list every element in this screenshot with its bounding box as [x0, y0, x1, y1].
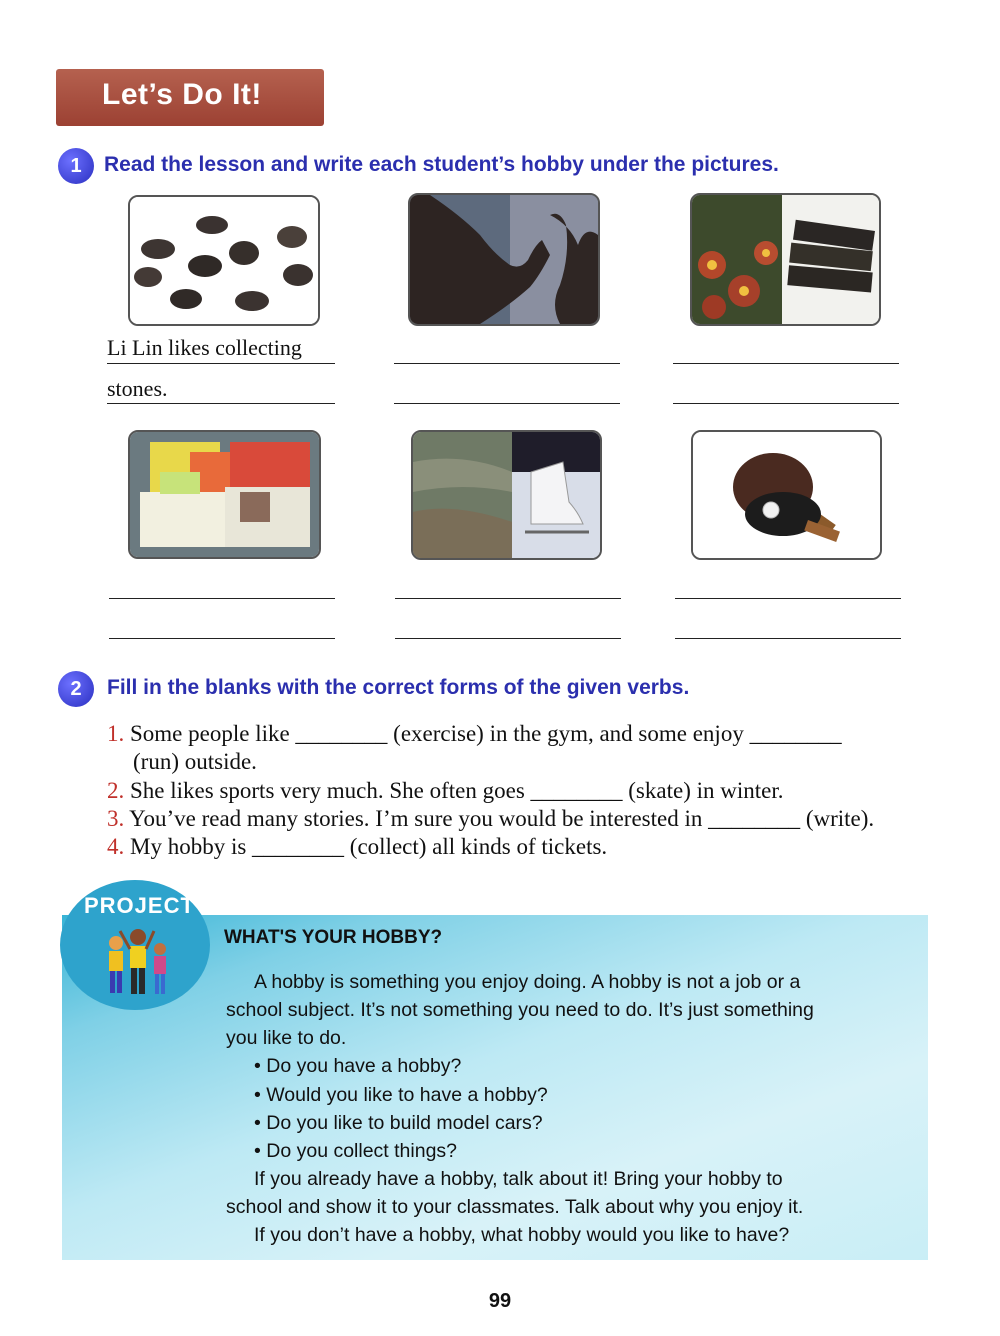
section-1-instruction: Read the lesson and write each student’s hobby under the pictures. — [104, 153, 779, 176]
silhouette-picture — [408, 193, 600, 326]
bullet-item: • Do you collect things? — [254, 1140, 458, 1162]
flowers-and-books-picture — [690, 193, 881, 326]
exercise-item-1-continued: (run) outside. — [133, 749, 257, 774]
exercise-item-2 — [107, 777, 783, 805]
bullet-item: • Would you like to have a hobby? — [254, 1084, 548, 1106]
bullet-text: Would you like to have a hobby? — [266, 1084, 548, 1106]
exercise-item-3 — [107, 805, 874, 833]
project-paragraph-2-line-1: If you already have a hobby, talk about it! Bring your hobby to — [254, 1168, 783, 1190]
exercise-text: She likes sports very much. She often goes ________ (skate) in winter. — [130, 778, 784, 803]
answer-line — [395, 638, 621, 639]
answer-line — [109, 598, 335, 599]
project-paragraph-1-line-1: A hobby is something you enjoy doing. A hobby is not a job or a — [254, 971, 801, 993]
bullet-item: • Do you like to build model cars? — [254, 1112, 543, 1134]
computer-screen-picture — [128, 430, 321, 559]
project-paragraph-2-line-2: school and show it to your classmates. Talk about why you enjoy it. — [226, 1196, 804, 1218]
answer-line — [673, 363, 899, 364]
project-paragraph-1-line-2: school subject. It’s not something you need to do. It’s just something — [226, 999, 814, 1021]
answer-line — [107, 363, 335, 364]
exercise-number: 3. — [107, 806, 125, 831]
ice-skating-picture — [411, 430, 602, 560]
section-1-number: 1 — [58, 148, 94, 184]
exercise-number: 4. — [107, 834, 125, 859]
bullet-text: Do you collect things? — [266, 1140, 458, 1162]
banner-title: Let’s Do It! — [102, 78, 262, 111]
bullet-text: Do you like to build model cars? — [266, 1112, 543, 1134]
project-paragraph-3: If you don’t have a hobby, what hobby would you like to have? — [254, 1224, 790, 1246]
answer-line — [675, 598, 901, 599]
answer-line — [107, 403, 335, 404]
exercise-text: My hobby is ________ (collect) all kinds of tickets. — [130, 834, 608, 859]
project-label: PROJECT — [84, 893, 195, 918]
kids-illustration — [96, 925, 176, 1000]
exercise-item-1 — [107, 720, 937, 748]
table-tennis-picture — [691, 430, 882, 560]
project-paragraph-1-line-3: you like to do. — [226, 1027, 347, 1049]
exercise-item-4 — [107, 833, 607, 861]
project-title: WHAT'S YOUR HOBBY? — [224, 927, 443, 948]
exercise-text: You’ve read many stories. I’m sure you would be interested in ________ (write). — [129, 806, 875, 831]
section-2-instruction: Fill in the blanks with the correct forms of the given verbs. — [107, 676, 690, 699]
example-answer-line-2: stones. — [107, 376, 168, 401]
lets-do-it-banner — [56, 69, 324, 126]
section-2-number: 2 — [58, 671, 94, 707]
bullet-item: • Do you have a hobby? — [254, 1055, 462, 1077]
page-number: 99 — [488, 1290, 512, 1312]
example-answer-line-1: Li Lin likes collecting — [107, 335, 302, 360]
answer-line — [394, 363, 620, 364]
exercise-number: 2. — [107, 778, 125, 803]
answer-line — [675, 638, 901, 639]
bullet-text: Do you have a hobby? — [266, 1055, 462, 1077]
stones-picture — [128, 195, 320, 326]
answer-line — [673, 403, 899, 404]
answer-line — [109, 638, 335, 639]
exercise-number: 1. — [107, 721, 125, 746]
exercise-text: Some people like ________ (exercise) in the gym, and some enjoy ________ — [130, 721, 842, 746]
answer-line — [395, 598, 621, 599]
answer-line — [394, 403, 620, 404]
